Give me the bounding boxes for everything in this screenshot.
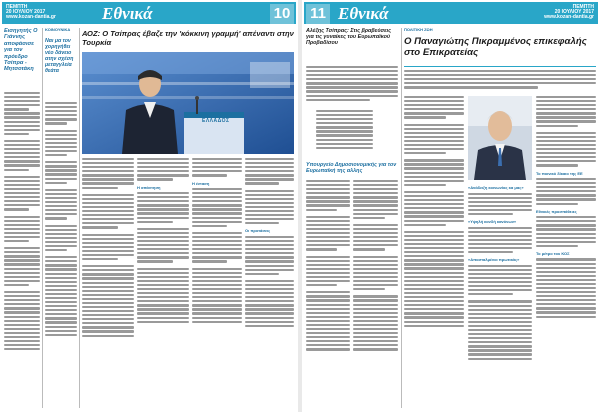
left-subhead-1: Η απάντηση — [137, 184, 161, 190]
right-subhead-4: Το ποινικό δίκαιο της ΕΕ — [536, 170, 583, 176]
pikrammenos-portrait-photo — [468, 96, 532, 180]
left-date-block — [6, 5, 56, 20]
photo-podium-caption: ΕΛΛΑΔΟΣ — [202, 118, 230, 124]
right-main-col1 — [404, 96, 464, 408]
right-left-col-b — [353, 180, 398, 408]
right-section-title: Εθνικά — [338, 4, 389, 23]
left-column-kicker: ΚΟΙΝΟΥΝΙΚΑ — [45, 28, 71, 32]
right-mid-headline: Υπουργείο Δημοσιονομικής για τον Ευρωπαϊκή της αλλης — [306, 162, 397, 175]
headline-rule — [404, 66, 596, 67]
right-page — [302, 0, 600, 412]
right-subhead-2: «Υψηλή κονδή κανόνων» — [468, 219, 517, 225]
right-main-headline: Ο Παναγιώτης Πικραμμένος επικεφαλής στο Επικρατείας — [404, 36, 587, 58]
left-page — [0, 0, 298, 412]
left-main-col3 — [192, 158, 242, 408]
right-main-col3 — [536, 96, 596, 408]
portrait-illustration — [468, 96, 532, 180]
column-rule — [42, 28, 43, 408]
podium-photo-illustration — [82, 52, 294, 154]
left-main-col4 — [245, 158, 294, 408]
right-left-body — [306, 66, 398, 110]
right-page-number: 11 — [306, 4, 330, 24]
column-rule — [79, 28, 80, 408]
right-site: www.kozan-dantia.gr — [544, 14, 594, 20]
right-left-col-a — [306, 180, 350, 408]
right-left-headline: Αλέξης Τσίπρας: Στις βραβεύσεις για τις γυναίκες του Ευρωπαϊκού Προβαδίσου — [306, 28, 392, 47]
left-subhead-3: Οι προτάσεις — [245, 228, 271, 234]
column-rule — [401, 28, 402, 408]
left-main-headline: ΑΟΖ: Ο Τσίπρας έβαζε την 'κόκκινη γραμμή' απέναντι στην Τουρκία — [82, 29, 294, 47]
right-date: 20 ΙΟΥΛΙΟΥ 2017 — [554, 9, 594, 15]
right-subhead-1: «Ανάδειξη κοινωνίας κα μας» — [468, 185, 524, 190]
right-date-block — [544, 5, 594, 20]
right-date-day: ΠΕΜΠΤΗ — [572, 4, 594, 10]
right-subhead-5: Εθνικές προσπάθειες — [536, 208, 577, 214]
left-sidebar-body — [4, 92, 40, 408]
right-kicker: ΠΟΛΙΤΙΚΗ ΖΩΗ — [404, 28, 433, 32]
left-column-body — [45, 102, 77, 408]
left-site: www.kozan-dantia.gr — [6, 14, 56, 20]
left-column-headline: Ναι μα τον χορηγήθει νέο δάνειο ατην σχέση μεταγγλεία θεάτα — [45, 38, 74, 74]
left-page-number: 10 — [270, 4, 294, 24]
left-main-col2 — [137, 158, 189, 408]
left-section-title: Εθνικά — [102, 4, 153, 23]
right-left-list — [306, 110, 398, 160]
tsipras-podium-photo — [82, 52, 294, 154]
right-subhead-3: «Αποσταλμένοι πρωτικάς» — [468, 257, 520, 263]
left-sidebar-headline: Εισηγητής Ο Γιάννης αποφάσισε για τον πρόεδρο Τσίπρα - Μητσοτάκη — [4, 28, 38, 73]
left-subhead-2: Η ένταση — [192, 180, 210, 186]
left-page-header — [2, 2, 296, 24]
left-date-day: ΠΕΜΠΤΗ — [6, 4, 28, 10]
right-main-col2 — [468, 184, 532, 408]
right-page-header — [304, 2, 598, 24]
left-date: 20 ΙΟΥΛΙΟΥ 2017 — [6, 9, 46, 15]
right-main-lead — [404, 70, 596, 94]
left-main-col1 — [82, 158, 134, 408]
right-subhead-6: Το μέτρο του ΚΟΣ — [536, 250, 570, 256]
